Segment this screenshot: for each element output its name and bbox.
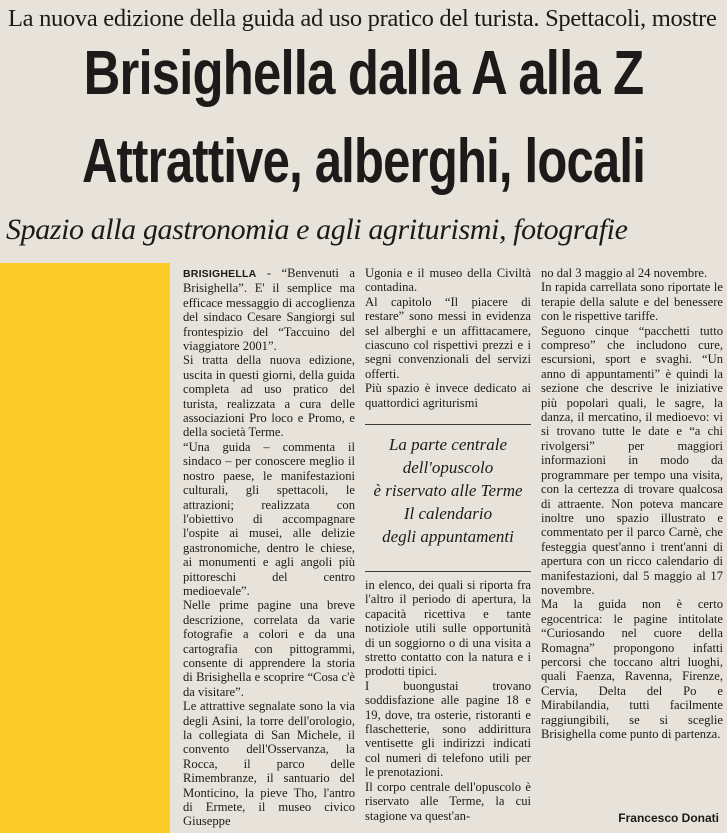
pull-quote-line: dell'opuscolo (402, 458, 494, 477)
photo-placeholder (0, 263, 170, 833)
paragraph: In rapida carrellata sono riportate le terapie della salute e del benessere con le rispettive tariffe. (541, 280, 723, 324)
column-2-top (365, 266, 531, 410)
pull-quote-line: La parte centrale (388, 435, 508, 454)
paragraph: I buongustai trovano soddisfazione alle pagine 18 e 19, dove, tra osterie, ristoranti e flaschetterie, sono addirittura ventisette gli indirizzi indicati col numeri di telefono utili per le prenotazioni. (365, 678, 531, 780)
paragraph: Più spazio è invece dedicato ai quattordici agriturismi (365, 381, 531, 410)
paragraph: Ugonia e il museo della Civiltà contadina. (365, 266, 531, 295)
paragraph: Il corpo centrale dell'opuscolo è riservato alle Terme, la cui stagione va quest'an- (365, 779, 531, 823)
paragraph: Al capitolo “Il piacere di restare” sono messi in evidenza sel alberghi e un affittacamere, ciascuno col rispettivi prezzi e i segni convenzionali del servizi offerti. (365, 294, 531, 381)
paragraph: in elenco, dei quali si riporta fra l'altro il periodo di apertura, la capacità ricettiva e tante notiziole utili sulle opportunità di un soggiorno o di una visita a stretto contatto con la natura e i prodotti tipici. (365, 578, 531, 679)
paragraph (183, 266, 355, 353)
paragraph: “Una guida – commenta il sindaco – per conoscere meglio il nostro paese, le manifestazioni culturali, gli spettacoli, le attrazioni; realizzata con l'obiettivo di accompagnare l'ospite ai musei, alle delizie gastronomiche, dentro le chiese, ai monumenti e agli angoli più pittoreschi del centro medioevale”. (183, 439, 355, 598)
paragraph: no dal 3 maggio al 24 novembre. (541, 266, 708, 280)
column-2-bottom (365, 578, 531, 823)
column-3 (541, 266, 723, 741)
column-1 (183, 266, 355, 829)
subheadline: Spazio alla gastronomia e agli agriturismi, fotografie (6, 213, 628, 246)
pull-quote-line: Il calendario (403, 504, 493, 523)
paragraph-text: - “Benvenuti a Brisighella”. E' il semplice ma efficace messaggio di accoglienza del sindaco Cesare Sangiorgi sul frontespizio del “Taccuino del viaggiatore 2001”. (183, 266, 355, 354)
pull-quote-line: degli appuntamenti (382, 527, 514, 546)
paragraph: Si tratta della nuova edizione, uscita in questi giorni, della guida completa ad uso pratico del turista, realizzata a cura delle associazioni Pro loco e Promo, e della società Terme. (183, 353, 355, 440)
kicker: La nuova edizione della guida ad uso pratico del turista. Spettacoli, mostre (8, 5, 717, 32)
paragraph: Le attrattive segnalate sono la via degli Asini, la torre dell'orologio, la collegiata di San Michele, il convento dell'Osservanza, la Rocca, il parco delle Rimembranze, il santuario del Monticino, la pieve Tho, l'antro di Ermete, il museo civico Giuseppe (183, 699, 355, 829)
pull-quote (365, 424, 531, 572)
byline: Francesco Donati (618, 811, 719, 825)
paragraph: Ma la guida non è certo egocentrica: le pagine intitolate “Curiosando nel cuore della Romagna” propongono infatti percorsi che toccano altri luoghi, quali Faenza, Ravenna, Firenze, Cervia, Delta del Po e Mirabilandia, tutti facilmente raggiungibili, se si sceglie Brisighella come punto di partenza. (541, 597, 723, 741)
paragraph: Nelle prime pagine una breve descrizione, correlata da varie fotografie a colori e da una cartografia con pittogrammi, consente di apprendere la storia di Brisighella e scoprire “Cosa c'è da visitare”. (183, 598, 355, 699)
dateline: BRISIGHELLA (183, 268, 257, 280)
headline-line-2: Attrattive, alberghi, locali (81, 127, 646, 196)
paragraph: Seguono cinque “pacchetti tutto compreso” che includono cure, escursioni, sport e svaghi. “Un anno di appuntamenti” è quindi la sezione che descrive le iniziative più popolari quali, le sagre, la danza, il mercatino, il medioevo: vi si trovano tutte le date e “a chi rivolgersi” per maggiori informazioni in modo da programmare per tempo una visita, con la certezza di trovare qualcosa di attraente. Non poteva mancare inoltre uno spazio illustrato e commentato per il parco Carnè, che festeggia quest'anno i trent'anni di apertura con un ricco calendario di manifestazioni, dal 5 maggio al 17 novembre. (541, 323, 723, 597)
pull-quote-line: è riservato alle Terme (373, 481, 523, 500)
headline-line-1: Brisighella dalla A alla Z (83, 39, 644, 108)
